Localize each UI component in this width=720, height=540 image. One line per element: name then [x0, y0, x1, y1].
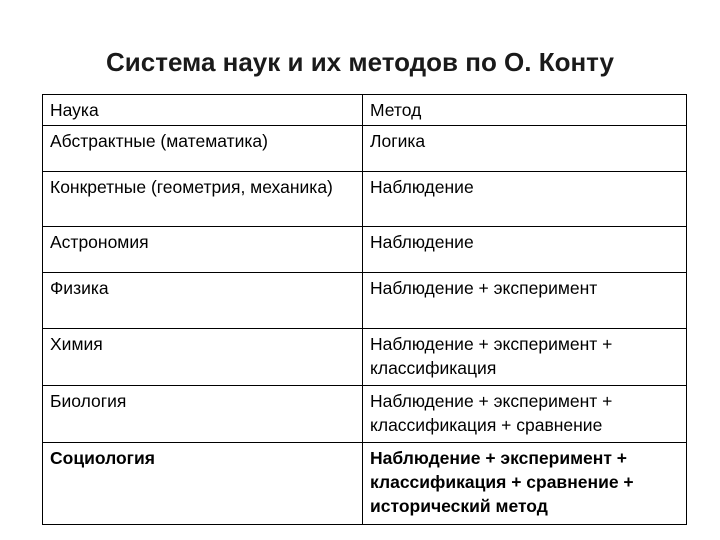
sciences-methods-table: [42, 94, 687, 525]
page-title: Система наук и их методов по О. Конту: [105, 47, 615, 77]
method-cell: Наблюдение + эксперимент + классификация + сравнение + исторический метод: [363, 443, 687, 525]
table-row-sociology: [43, 443, 687, 525]
method-cell: Наблюдение + эксперимент + классификация + сравнение: [363, 386, 687, 443]
science-cell: Биология: [43, 386, 363, 443]
table-row: [43, 329, 687, 386]
method-cell: Наблюдение + эксперимент + классификация: [363, 329, 687, 386]
table-row: [43, 227, 687, 273]
table-header-row: [43, 95, 687, 126]
science-cell: Физика: [43, 273, 363, 329]
science-cell: Социология: [43, 443, 363, 525]
science-cell: Конкретные (геометрия, механика): [43, 172, 363, 227]
header-science: Наука: [43, 95, 363, 126]
method-cell: Наблюдение: [363, 172, 687, 227]
header-method: Метод: [363, 95, 687, 126]
table-row: [43, 273, 687, 329]
table-row: [43, 126, 687, 172]
science-cell: Химия: [43, 329, 363, 386]
method-cell: Наблюдение + эксперимент: [363, 273, 687, 329]
science-cell: Абстрактные (математика): [43, 126, 363, 172]
table-row: [43, 386, 687, 443]
method-cell: Наблюдение: [363, 227, 687, 273]
method-cell: Логика: [363, 126, 687, 172]
science-cell: Астрономия: [43, 227, 363, 273]
table-row: [43, 172, 687, 227]
